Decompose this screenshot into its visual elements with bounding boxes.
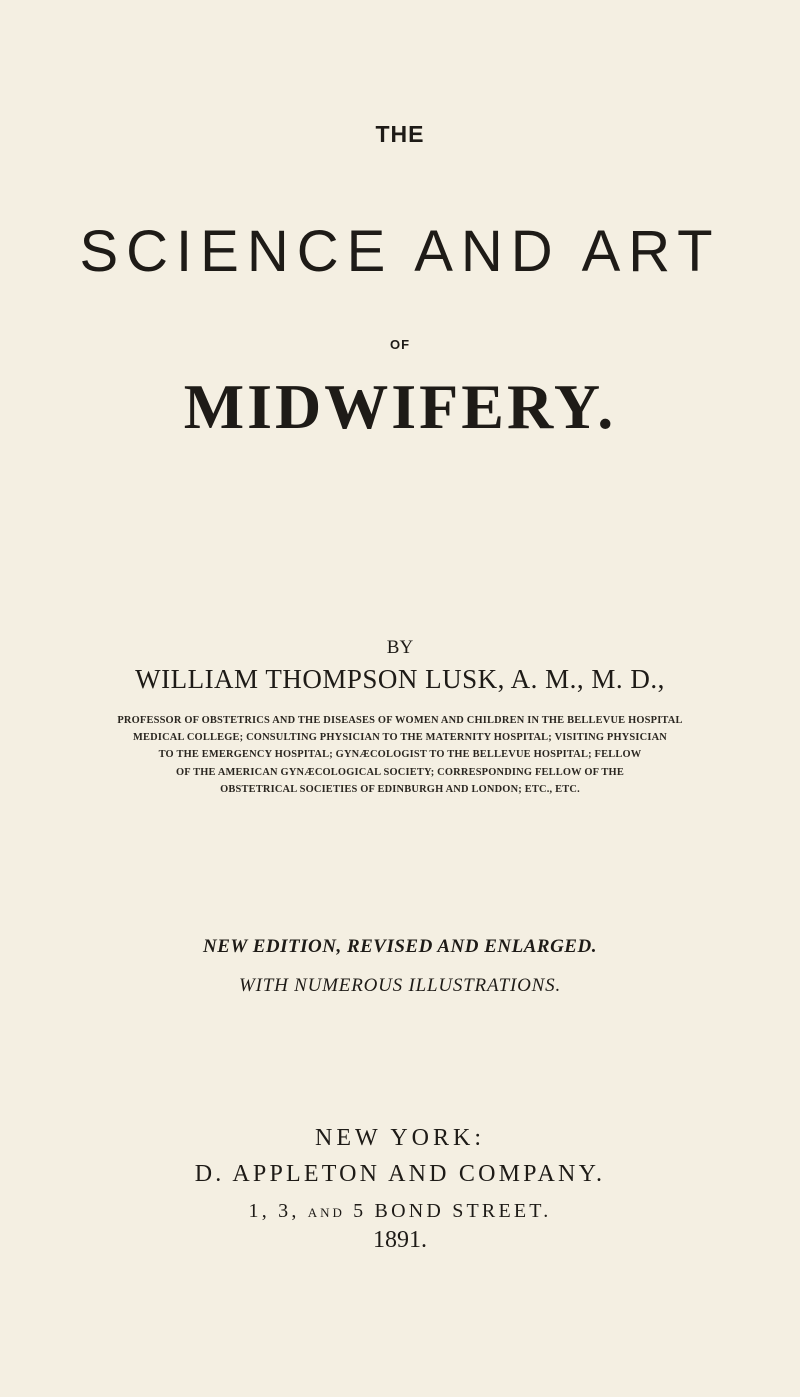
edition-statement: NEW EDITION, REVISED AND ENLARGED. — [203, 936, 597, 957]
credentials-line: OBSTETRICAL SOCIETIES OF EDINBURGH AND LONDON; ETC., ETC. — [220, 783, 580, 795]
title-of: OF — [389, 337, 411, 352]
byline-by: BY — [386, 637, 414, 658]
imprint-publisher: D. APPLETON AND COMPANY. — [194, 1161, 606, 1187]
author-name: WILLIAM THOMPSON LUSK, A. M., M. D., — [135, 664, 665, 694]
credentials-line: TO THE EMERGENCY HOSPITAL; GYNÆCOLOGIST TO THE BELLEVUE HOSPITAL; FELLOW — [158, 749, 642, 761]
address-street: 5 BOND STREET. — [353, 1200, 552, 1222]
title-the: THE — [375, 121, 425, 147]
credentials-line: OF THE AMERICAN GYNÆCOLOGICAL SOCIETY; CORRESPONDING FELLOW OF THE — [176, 766, 624, 778]
credentials-line: MEDICAL COLLEGE; CONSULTING PHYSICIAN TO THE MATERNITY HOSPITAL; VISITING PHYSICIAN — [132, 732, 668, 744]
credentials-line: PROFESSOR OF OBSTETRICS AND THE DISEASES OF WOMEN AND CHILDREN IN THE BELLEVUE HOSPITAL — [117, 715, 683, 726]
address-numbers: 1, 3, — [248, 1200, 300, 1222]
address-and: AND — [307, 1205, 345, 1220]
title-science-and-art: SCIENCE AND ART — [79, 219, 721, 284]
illustrations-statement: WITH NUMEROUS ILLUSTRATIONS. — [238, 975, 561, 996]
title-midwifery: MIDWIFERY. — [183, 371, 617, 442]
author-credentials — [0, 712, 800, 798]
imprint-address — [0, 1200, 800, 1223]
imprint-year: 1891. — [373, 1227, 427, 1253]
imprint-place: NEW YORK: — [315, 1125, 485, 1151]
